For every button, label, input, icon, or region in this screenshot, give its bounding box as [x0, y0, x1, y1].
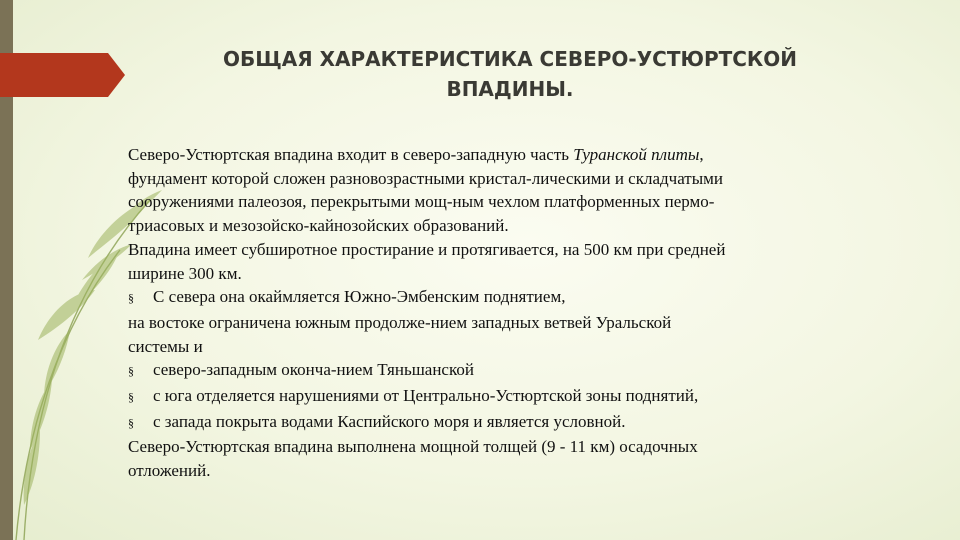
bullet-item — [128, 384, 818, 410]
title-accent-arrow — [0, 53, 125, 97]
bullet-item — [128, 358, 818, 384]
text-line — [128, 143, 818, 167]
bullet-icon — [128, 384, 153, 410]
title-line-2: ВПАДИНЫ. — [446, 77, 574, 101]
slide-body — [128, 143, 818, 483]
text-line: триасовых и мезозойско-кайнозойских образований. — [128, 216, 509, 236]
text-segment: Северо-Устюртская впадина входит в северо-западную часть — [128, 145, 574, 164]
bullet-glyph: § — [128, 291, 134, 306]
slide-title — [185, 44, 835, 104]
bullet-glyph: § — [128, 364, 134, 379]
bullet-icon — [128, 358, 153, 384]
text-line: отложений. — [128, 461, 211, 481]
bullet-text: С севера она окаймляется Южно-Эмбенским поднятием, — [153, 287, 566, 307]
text-line: на востоке ограничена южным продолже-нием западных ветвей Уральской — [128, 312, 672, 332]
bullet-glyph: § — [128, 390, 134, 405]
bullet-glyph: § — [128, 415, 134, 430]
text-line: Впадина имеет субширотное простирание и протягивается, на 500 км при средней — [128, 239, 726, 259]
text-line: системы и — [128, 336, 203, 356]
bullet-icon — [128, 285, 153, 311]
bullet-item — [128, 410, 818, 436]
bullet-text: с запада покрыта водами Каспийского моря и является условной. — [153, 411, 626, 431]
bullet-icon — [128, 410, 153, 436]
text-segment: , — [699, 145, 704, 164]
text-line: фундамент которой сложен разновозрастными кристал-лическими и складчатыми — [128, 168, 724, 188]
text-line: Северо-Устюртская впадина выполнена мощной толщей (9 - 11 км) осадочных — [128, 437, 698, 457]
text-line: сооружениями палеозоя, перекрытыми мощ-ным чехлом платформенных пермо- — [128, 192, 715, 212]
bullet-text: с юга отделяется нарушениями от Центрально-Устюртской зоны поднятий, — [153, 386, 699, 406]
title-line-1: ОБЩАЯ ХАРАКТЕРИСТИКА СЕВЕРО-УСТЮРТСКОЙ — [222, 47, 798, 71]
italic-term: Туранской плиты — [573, 145, 700, 164]
text-line: ширине 300 км. — [128, 263, 242, 283]
bullet-text: северо-западным оконча-нием Тяньшанской — [153, 360, 474, 380]
bullet-item — [128, 285, 818, 311]
